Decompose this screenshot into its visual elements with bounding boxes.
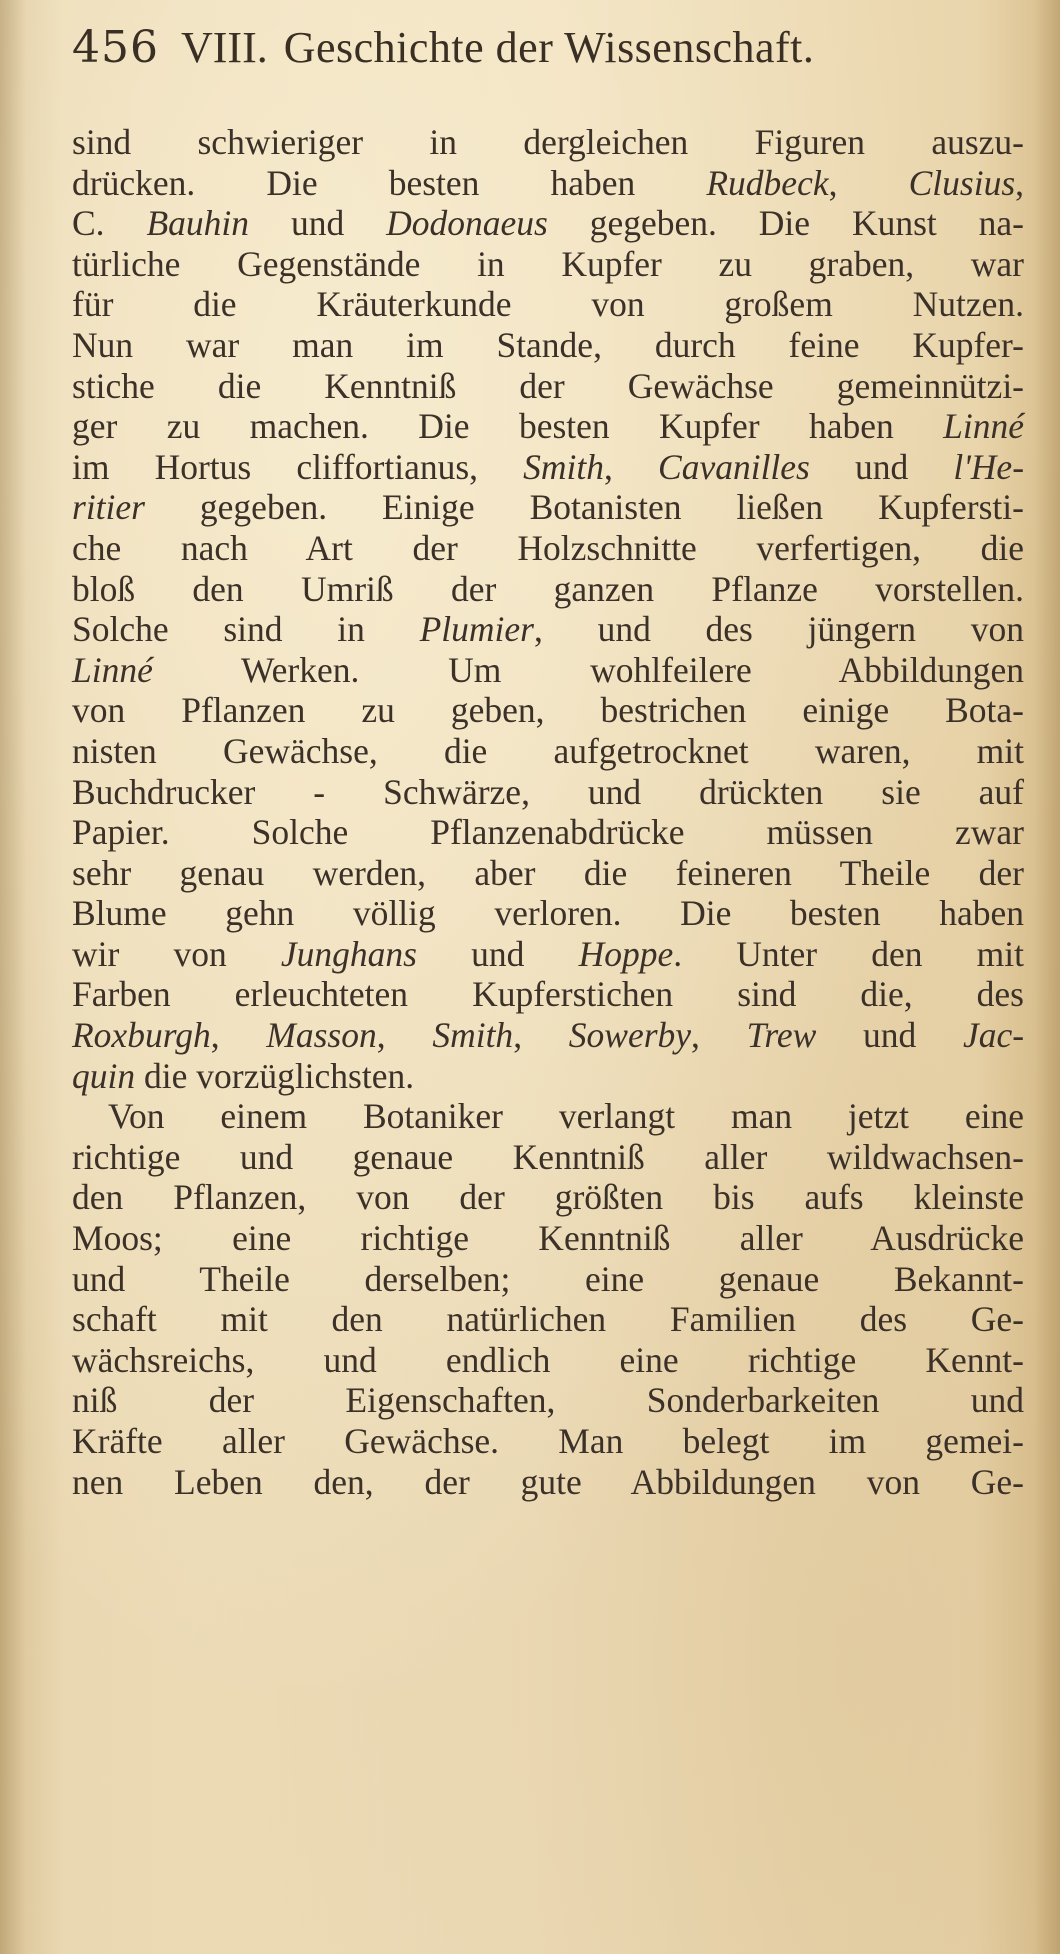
text-run: nisten Gewächse, die aufgetrocknet waren, mit — [72, 730, 1024, 771]
text-run: türliche Gegenstände in Kupfer zu graben, war — [72, 243, 1024, 284]
text-line — [72, 1218, 1024, 1259]
text-run: Buchdrucker - Schwärze, und drückten sie auf — [72, 771, 1024, 812]
text-run: gegeben. Die Kunst na- — [547, 203, 1025, 244]
text-line — [72, 1096, 1024, 1137]
italic-name: Bauhin — [146, 203, 250, 244]
italic-name: Clusius — [908, 162, 1016, 203]
body-text — [72, 122, 1024, 1502]
text-run: che nach Art der Holzschnitte verfertigen, die — [72, 527, 1024, 568]
text-run: Werken. Um wohlfeilere Abbildungen — [152, 649, 1024, 690]
text-line — [72, 569, 1024, 610]
text-run: , — [1015, 162, 1025, 203]
text-line — [72, 203, 1024, 244]
text-line — [72, 1462, 1024, 1503]
text-run: . Unter den mit — [673, 933, 1024, 974]
italic-name: Trew — [746, 1015, 817, 1056]
text-run: C. — [72, 203, 147, 244]
text-line — [72, 244, 1024, 285]
text-line — [72, 772, 1024, 813]
text-line — [72, 1259, 1024, 1300]
running-header — [72, 22, 972, 92]
running-title: Geschichte der Wissenschaft. — [283, 23, 815, 72]
italic-name: ritier — [72, 487, 145, 528]
text-run: Solche sind in — [72, 609, 420, 650]
text-line — [72, 528, 1024, 569]
text-line — [72, 812, 1024, 853]
text-run: Von einem Botaniker verlangt man jetzt eine — [108, 1096, 1024, 1137]
page-edge-shadow-left — [0, 0, 26, 1954]
text-run: und — [249, 203, 387, 244]
text-run: und Theile derselben; eine genaue Bekannt- — [72, 1258, 1024, 1299]
text-run: , — [513, 1015, 569, 1056]
italic-name: l'He- — [953, 446, 1025, 487]
italic-name: Linné — [943, 406, 1024, 447]
text-run: von Pflanzen zu geben, bestrichen einige Bota- — [72, 690, 1024, 731]
text-line — [72, 934, 1024, 975]
text-run: gegeben. Einige Botanisten ließen Kupfersti- — [144, 487, 1024, 528]
text-line — [72, 1380, 1024, 1421]
italic-name: Sowerby — [568, 1015, 692, 1056]
text-run: stiche die Kenntniß der Gewächse gemeinnützi- — [72, 365, 1024, 406]
text-run: Blume gehn völlig verloren. Die besten haben — [72, 893, 1024, 934]
italic-name: Roxburgh — [72, 1015, 211, 1056]
text-run: den Pflanzen, von der größten bis aufs kleinste — [72, 1177, 1024, 1218]
italic-name: Smith — [432, 1015, 514, 1056]
text-run: wächsreichs, und endlich eine richtige Kennt- — [72, 1339, 1024, 1380]
chapter-number: VIII. — [180, 23, 268, 72]
text-run: , — [210, 1015, 267, 1056]
text-run: Nun war man im Stande, durch feine Kupfer- — [72, 324, 1024, 365]
italic-name: Rudbeck — [706, 162, 829, 203]
text-line — [72, 1177, 1024, 1218]
italic-name: Jac- — [962, 1015, 1025, 1056]
text-run: für die Kräuterkunde von großem Nutzen. — [72, 284, 1024, 325]
text-line — [72, 284, 1024, 325]
text-run: Papier. Solche Pflanzenabdrücke müssen zwar — [72, 812, 1024, 853]
text-run: bloß den Umriß der ganzen Pflanze vorstellen. — [72, 568, 1024, 609]
text-line — [72, 893, 1024, 934]
text-line — [72, 609, 1024, 650]
text-run: , — [828, 162, 909, 203]
italic-name: quin — [72, 1055, 136, 1096]
text-run: ger zu machen. Die besten Kupfer haben — [72, 406, 944, 447]
text-line — [72, 1137, 1024, 1178]
text-run: Moos; eine richtige Kenntniß aller Ausdrücke — [72, 1218, 1024, 1259]
text-line — [72, 366, 1024, 407]
italic-name: Cavanilles — [658, 446, 810, 487]
text-line — [72, 1421, 1024, 1462]
page-number: 456 — [72, 22, 159, 73]
text-run: , — [691, 1015, 747, 1056]
italic-name: Hoppe — [578, 933, 674, 974]
text-line — [72, 1340, 1024, 1381]
text-run: , und des jüngern von — [533, 609, 1024, 650]
page-edge-shadow-right — [1034, 0, 1060, 1954]
text-run: Farben erleuchteten Kupferstichen sind die, des — [72, 974, 1024, 1015]
text-line — [72, 487, 1024, 528]
text-run: drücken. Die besten haben — [72, 162, 707, 203]
text-run: , — [376, 1015, 433, 1056]
text-run: und — [416, 933, 579, 974]
text-run: Kräfte aller Gewächse. Man belegt im gemei- — [72, 1421, 1024, 1461]
text-run: schaft mit den natürlichen Familien des Ge- — [72, 1299, 1024, 1340]
text-run: , — [604, 446, 659, 487]
text-run: im Hortus cliffortianus, — [72, 446, 524, 487]
text-line — [72, 1299, 1024, 1340]
italic-name: Junghans — [280, 933, 417, 974]
text-line — [72, 731, 1024, 772]
text-line — [72, 122, 1024, 163]
italic-name: Masson — [266, 1015, 377, 1056]
text-run: sehr genau werden, aber die feineren Theile der — [72, 852, 1024, 893]
text-line — [72, 1056, 1024, 1097]
italic-name: Linné — [72, 649, 153, 690]
text-run: und — [816, 1015, 963, 1056]
text-line — [72, 163, 1024, 204]
text-run: wir von — [72, 933, 281, 974]
italic-name: Plumier — [419, 609, 534, 650]
text-line — [72, 853, 1024, 894]
text-line — [72, 1015, 1024, 1056]
text-run: niß der Eigenschaften, Sonderbarkeiten und — [72, 1380, 1024, 1421]
text-line — [72, 974, 1024, 1015]
text-line — [72, 650, 1024, 691]
text-run: richtige und genaue Kenntniß aller wildwachsen- — [72, 1136, 1024, 1177]
italic-name: Dodonaeus — [386, 203, 548, 244]
text-run: nen Leben den, der gute Abbildungen von Ge- — [72, 1461, 1024, 1502]
text-line — [72, 447, 1024, 488]
text-run: sind schwieriger in dergleichen Figuren auszu- — [72, 122, 1024, 162]
text-line — [72, 690, 1024, 731]
italic-name: Smith — [523, 446, 605, 487]
text-run: die vorzüglichsten. — [135, 1055, 415, 1096]
text-run: und — [809, 446, 954, 487]
text-line — [72, 325, 1024, 366]
text-line — [72, 406, 1024, 447]
